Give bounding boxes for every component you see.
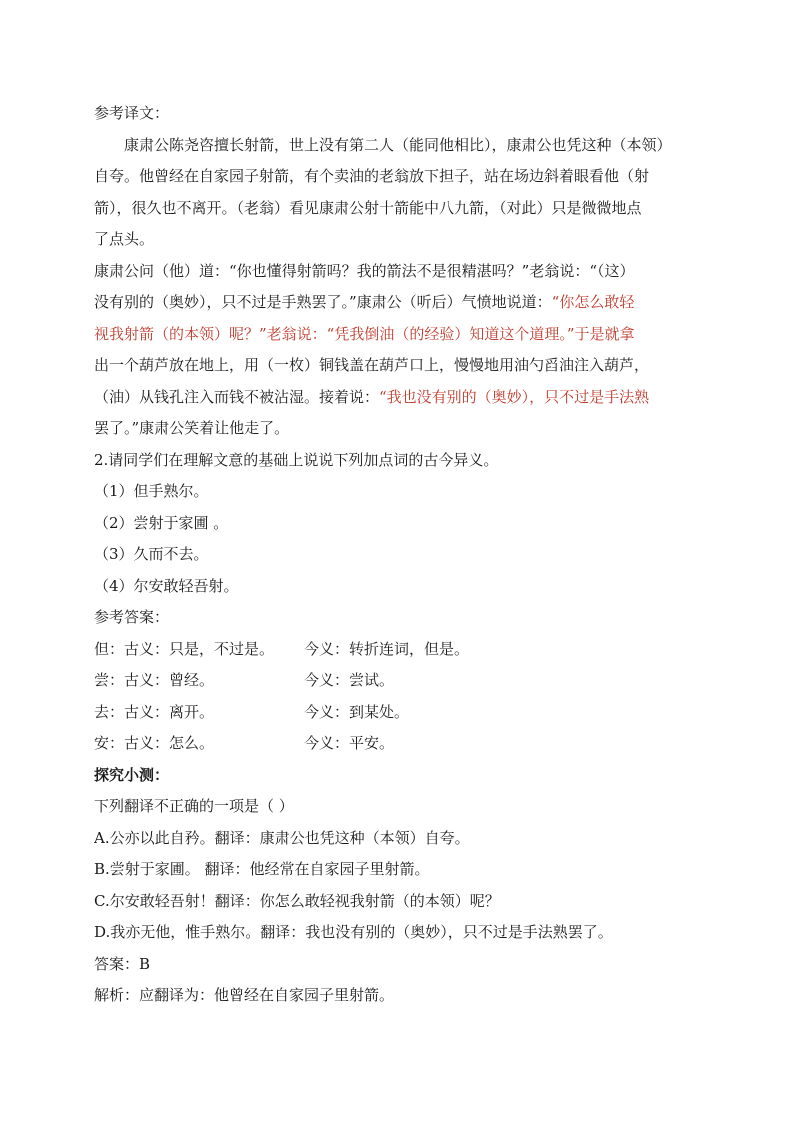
answer-new-meaning: 今义：到某处。	[304, 702, 410, 721]
translation-text: （油）从钱孔注入而钱不被沾湿。接着说：	[94, 387, 380, 406]
highlighted-text: “我也没有别的（奥妙），只不过是手法熟	[379, 387, 650, 406]
document-page	[94, 98, 714, 1012]
quiz-answer: 答案：B	[94, 954, 151, 973]
answer-row	[94, 665, 714, 697]
answer-row	[94, 728, 714, 760]
translation-line: 自夸。他曾经在自家园子射箭，有个卖油的老翁放下担子，站在场边斜着眼看他（射	[94, 167, 650, 185]
translation-line	[94, 319, 714, 351]
highlighted-text: 视我射箭（的本领）呢？”老翁说：	[94, 324, 327, 343]
question-item: （3）久而不去。	[94, 545, 209, 563]
answer-new-meaning: 今义：尝试。	[304, 671, 395, 689]
translation-line: 罢了。”康肃公笑着让他走了。	[94, 419, 290, 437]
translation-line: 康肃公问（他）道：“你也懂得射箭吗？我的箭法不是很精湛吗？”老翁说：“（这）	[94, 261, 635, 280]
answer-row	[94, 697, 714, 729]
translation-line: 康肃公陈尧咨擅长射箭，世上没有第二人（能同他相比），康肃公也凭这种（本领）	[124, 135, 672, 154]
highlighted-text: 于是就拿	[574, 324, 635, 343]
question-prompt: 2.请同学们在理解文意的基础上说说下列加点词的古今异义。	[94, 450, 499, 469]
question-item: （2）尝射于家圃 。	[94, 513, 229, 532]
answer-old-meaning: 安：古义：怎么。	[94, 734, 215, 752]
highlighted-text: “你怎么敢轻	[551, 293, 635, 311]
translation-line: 出一个葫芦放在地上，用（一枚）铜钱盖在葫芦口上，慢慢地用油勺舀油注入葫芦，	[94, 356, 650, 374]
quiz-option: A.公亦以此自矜。翻译：康肃公也凭这种（本领）自夸。	[94, 828, 470, 847]
answer-heading: 参考答案：	[94, 608, 170, 626]
quiz-prompt: 下列翻译不正确的一项是（ ）	[94, 797, 294, 815]
answer-new-meaning: 今义：平安。	[304, 734, 395, 752]
quiz-option: B.尝射于家圃。 翻译：他经常在自家园子里射箭。	[94, 860, 430, 878]
answer-row	[94, 634, 714, 666]
translation-line: 箭），很久也不离开。（老翁）看见康肃公射十箭能中八九箭，（对此）只是微微地点	[94, 198, 642, 217]
quiz-option: C.尔安敢轻吾射！翻译：你怎么敢轻视我射箭（的本领）呢？	[94, 891, 500, 910]
quiz-heading: 探究小测：	[94, 765, 170, 784]
translation-text: 没有别的（奥妙），只不过是手熟罢了。”康肃公（听后）气愤地说道：	[94, 293, 552, 311]
translation-line	[94, 287, 714, 319]
answer-old-meaning: 但：古义：只是，不过是。	[94, 639, 275, 658]
quiz-option: D.我亦无他，惟手熟尔。翻译：我也没有别的（奥妙），只不过是手法熟罢了。	[94, 923, 613, 941]
answer-old-meaning: 尝：古义：曾经。	[94, 671, 215, 689]
answer-old-meaning: 去：古义：离开。	[94, 702, 215, 721]
translation-heading: 参考译文：	[94, 104, 170, 122]
question-item: （1）但手熟尔。	[94, 482, 209, 500]
translation-line	[94, 382, 714, 414]
highlighted-text: “凭我倒油（的经验）知道这个道理。”	[326, 324, 575, 343]
translation-line: 了点头。	[94, 230, 155, 248]
quiz-analysis: 解析：应翻译为：他曾经在自家园子里射箭。	[94, 986, 395, 1004]
question-item: （4）尔安敢轻吾射。	[94, 576, 239, 595]
answer-new-meaning: 今义：转折连词，但是。	[304, 639, 470, 658]
